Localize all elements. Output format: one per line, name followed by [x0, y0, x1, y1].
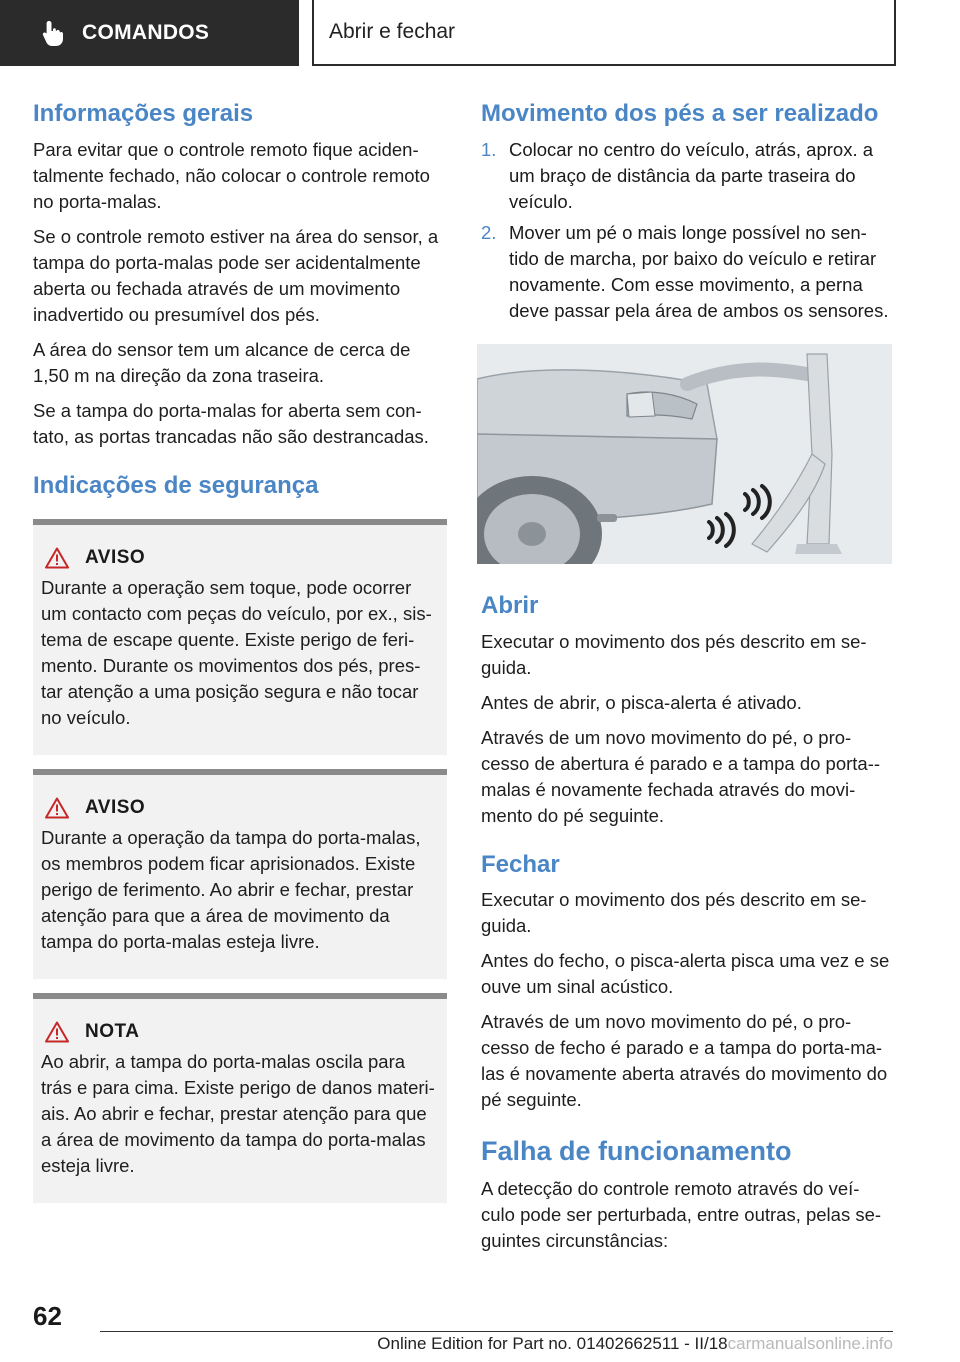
step-number: 1.: [481, 138, 497, 160]
warning-triangle-icon: [45, 547, 69, 569]
general-info-heading: Informações gerais: [33, 100, 254, 127]
warning-title: AVISO: [85, 796, 146, 818]
list-item: [481, 137, 893, 215]
right-column: [481, 100, 893, 1263]
open-heading: Abrir: [481, 591, 539, 619]
warning-triangle-icon: [45, 1021, 69, 1043]
general-paragraph-2: Se o controle remoto estiver na área do sensor, a tampa do porta-malas pode ser acidentalmente aberta ou fechada através de um movimento inadvertido ou presumível dos pés.: [33, 225, 439, 325]
step-text: Colocar no centro do veículo, atrás, aprox. a um braço de distância da parte traseira do veículo.: [509, 138, 874, 212]
malfunction-paragraph: A detecção do controle remoto através do veí-culo pode ser perturbada, entre outras, pelas se-guintes circunstâncias:: [481, 1177, 882, 1251]
left-column: [33, 100, 447, 1217]
steps-list: [481, 137, 893, 324]
movement-heading: Movimento dos pés a ser realizado: [481, 100, 879, 127]
close-heading: Fechar: [481, 850, 560, 878]
hand-pointer-icon: [38, 18, 68, 48]
safety-heading: Indicações de segurança: [33, 471, 319, 499]
warning-triangle-icon: [45, 797, 69, 819]
warning-box: [33, 769, 447, 979]
footer-edition: [377, 1334, 893, 1354]
foot-gesture-illustration: [477, 344, 892, 564]
list-item: [481, 220, 893, 324]
close-paragraph-1: Executar o movimento dos pés descrito em se-guida.: [481, 889, 867, 937]
note-title: NOTA: [85, 1020, 140, 1042]
warning-text: Durante a operação sem toque, pode ocorrer um contacto com peças do veículo, por ex., sis-tema de escape quente. Existe perigo de feri-mento. Durante os movimentos dos pés, pres-tar atenção a uma posição segura e não tocar no veículo.: [41, 576, 432, 728]
close-paragraph-3: Através de um novo movimento do pé, o pro-cesso de fecho é parado e a tampa do porta-ma-las é novamente aberta através do movimento do pé seguinte.: [481, 1011, 888, 1111]
warning-title: AVISO: [85, 546, 146, 568]
close-paragraph-2: Antes do fecho, o pisca-alerta pisca uma vez e se ouve um sinal acústico.: [481, 950, 890, 998]
note-text: Ao abrir, a tampa do porta-malas oscila para trás e para cima. Existe perigo de danos materi-ais. Ao abrir e fechar, prestar atenção para que a área de movimento da tampa do porta-malas esteja livre.: [41, 1050, 435, 1176]
general-paragraph-4: Se a tampa do porta-malas for aberta sem con-tato, as portas trancadas não são destrancadas.: [33, 399, 429, 447]
open-paragraph-2: Antes de abrir, o pisca-alerta é ativado.: [481, 691, 802, 713]
chapter-tab[interactable]: [0, 0, 299, 66]
general-paragraph-3: A área do sensor tem um alcance de cerca de 1,50 m na direção da zona traseira.: [33, 338, 411, 386]
step-text: Mover um pé o mais longe possível no sen-tido de marcha, por baixo do veículo e retirar novamente. Com esse movimento, a perna deve passar pela área de ambos os sensores.: [509, 221, 889, 321]
section-label: Abrir e fechar: [329, 20, 456, 43]
chapter-label: COMANDOS: [82, 21, 210, 44]
general-paragraph-1: Para evitar que o controle remoto fique aciden-talmente fechado, não colocar o controle remoto no porta-malas.: [33, 138, 430, 212]
note-box: [33, 993, 447, 1203]
page-number: 62: [33, 1301, 62, 1331]
step-number: 2.: [481, 221, 497, 243]
watermark-text[interactable]: carmanualsonline.info: [727, 1334, 893, 1353]
section-tab[interactable]: [312, 0, 896, 66]
malfunction-heading: Falha de funcionamento: [481, 1136, 792, 1167]
warning-text: Durante a operação da tampa do porta-malas, os membros podem ficar aprisionados. Existe perigo de ferimento. Ao abrir e fechar, prestar atenção para que a área de movimento da tampa do porta-malas esteja livre.: [41, 826, 421, 952]
open-paragraph-1: Executar o movimento dos pés descrito em se-guida.: [481, 630, 867, 678]
page-header: [0, 0, 960, 66]
open-paragraph-3: Através de um novo movimento do pé, o pro-cesso de abertura é parado e a tampa do porta--malas é novamente fechada através do movi-mento do pé seguinte.: [481, 726, 881, 826]
edition-text: Online Edition for Part no. 01402662511 - II/18: [377, 1334, 728, 1353]
footer-divider: [100, 1331, 893, 1332]
warning-box: [33, 519, 447, 755]
